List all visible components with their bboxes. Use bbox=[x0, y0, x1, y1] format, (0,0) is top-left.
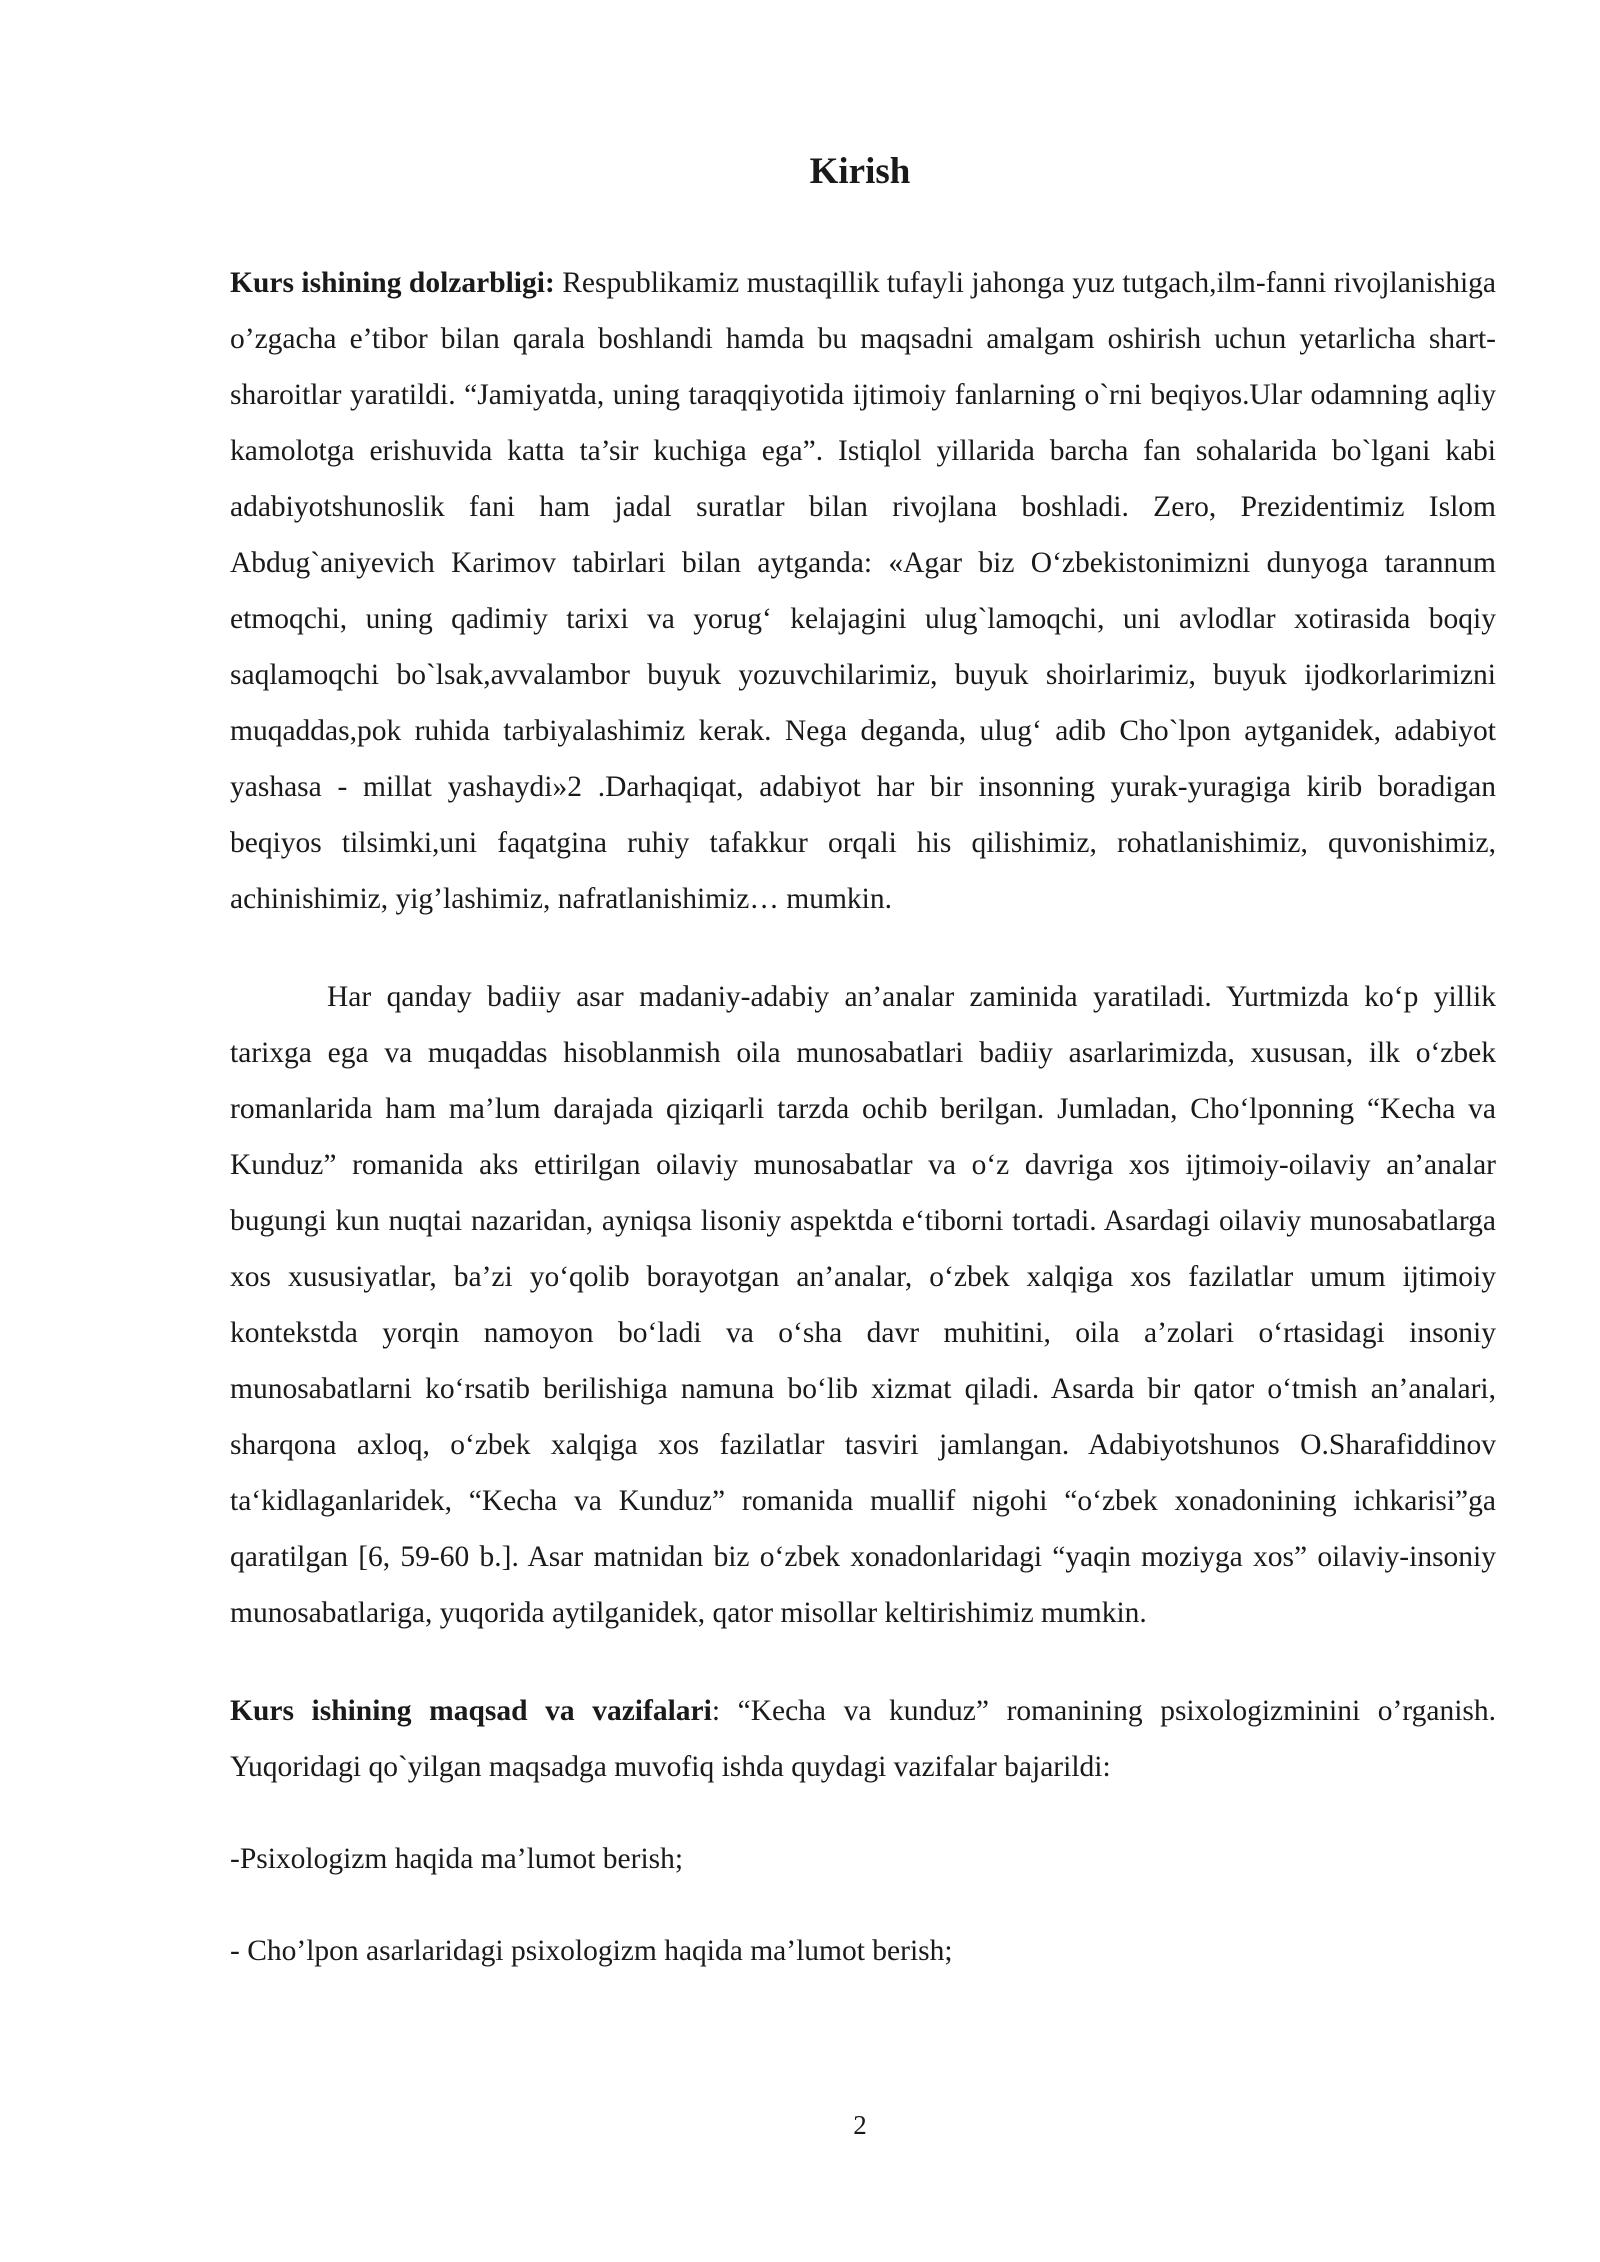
page-number: 2 bbox=[853, 2110, 867, 2140]
relevance-text: Respublikamiz mustaqillik tufayli jahonga yuz tutgach,ilm-fanni rivojlanishiga o’zgacha e’tibor bilan qarala boshlandi hamda bu maqsadni amalgam oshirish uchun yetarlicha shart-sharoitlar yaratildi. “Jamiyatda, uning taraqqiyotida ijtimoiy fanlarning o`rni beqiyos.Ular odamning aqliy kamolotga erishuvida katta ta’sir kuchiga ega”. Istiqlol yillarida barcha fan sohalarida bo`lgani kabi adabiyotshunoslik fani ham jadal suratlar bilan rivojlana boshladi. Zero, Prezidentimiz Islom Abdug`aniyevich Karimov tabirlari bilan aytganda: «Agar biz O‘zbekistonimizni dunyoga tarannum etmoqchi, uning qadimiy tarixi va yorug‘ kelajagini ulug`lamoqchi, uni avlodlar xotirasida boqiy saqlamoqchi bo`lsak,avvalambor buyuk yozuvchilarimiz, buyuk shoirlarimiz, buyuk ijodkorlarimizni muqaddas,pok ruhida tarbiyalashimiz kerak. Nega deganda, ulug‘ adib Cho`lpon aytganidek, adabiyot yashasa - millat yashaydi»2 .Darhaqiqat, adabiyot har bir insonning yurak-yuragiga kirib boradigan beqiyos tilsimki,uni faqatgina ruhiy tafakkur orqali his qilishimiz, rohatlanishimiz, quvonishimiz, achinishimiz, yig’lashimiz, nafratlanishimiz… mumkin. bbox=[230, 267, 1497, 915]
document-body bbox=[230, 255, 1496, 1979]
task-item: - Cho’lpon asarlaridagi psixologizm haqida ma’lumot berish; bbox=[230, 1935, 953, 1967]
goals-heading: Kurs ishining maqsad va vazifalari bbox=[230, 1695, 712, 1727]
paragraph-goals bbox=[230, 1683, 1496, 1795]
task-item: -Psixologizm haqida ma’lumot berish; bbox=[230, 1843, 684, 1875]
paragraph-traditions: Har qanday badiiy asar madaniy-adabiy an’analar zaminida yaratiladi. Yurtmizda ko‘p yillik tarixga ega va muqaddas hisoblanmish oila munosabatlari badiiy asarlarimizda, xususan, ilk o‘zbek romanlarida ham ma’lum darajada qiziqarli tarzda ochib berilgan. Jumladan, Cho‘lponning “Kecha va Kunduz” romanida aks ettirilgan oilaviy munosabatlar va o‘z davriga xos ijtimoiy-oilaviy an’analar bugungi kun nuqtai nazaridan, ayniqsa lisoniy aspektda e‘tiborni tortadi. Asardagi oilaviy munosabatlarga xos xususiyatlar, ba’zi yo‘qolib borayotgan an’analar, o‘zbek xalqiga xos fazilatlar umum ijtimoiy kontekstda yorqin namoyon bo‘ladi va o‘sha davr muhitini, oila a’zolari o‘rtasidagi insoniy munosabatlarni ko‘rsatib berilishiga namuna bo‘lib xizmat qiladi. Asarda bir qator o‘tmish an’analari, sharqona axloq, o‘zbek xalqiga xos fazilatlar tasviri jamlangan. Adabiyotshunos O.Sharafiddinov ta‘kidlaganlaridek, “Kecha va Kunduz” romanida muallif nigohi “o‘zbek xonadonining ichkarisi”ga qaratilgan [6, 59-60 b.]. Asar matnidan biz o‘zbek xonadonlaridagi “yaqin moziyga xos” oilaviy-insoniy munosabatlariga, yuqorida aytilganidek, qator misollar keltirishimiz mumkin. bbox=[230, 981, 1496, 1629]
paragraph-spacer bbox=[230, 1641, 1496, 1683]
goals-text: : “Kecha va kunduz” romanining psixologizminini o’rganish. Yuqoridagi qo`yilgan maqsadga muvofiq ishda quydagi vazifalar bajarildi: bbox=[230, 1695, 1496, 1783]
paragraph-relevance bbox=[230, 255, 1496, 927]
page-title: Kirish bbox=[809, 151, 911, 192]
paragraph-spacer bbox=[230, 1887, 1496, 1923]
paragraph-spacer bbox=[230, 927, 1496, 969]
paragraph-spacer bbox=[230, 1795, 1496, 1831]
relevance-heading: Kurs ishining dolzarbligi: bbox=[230, 267, 555, 299]
